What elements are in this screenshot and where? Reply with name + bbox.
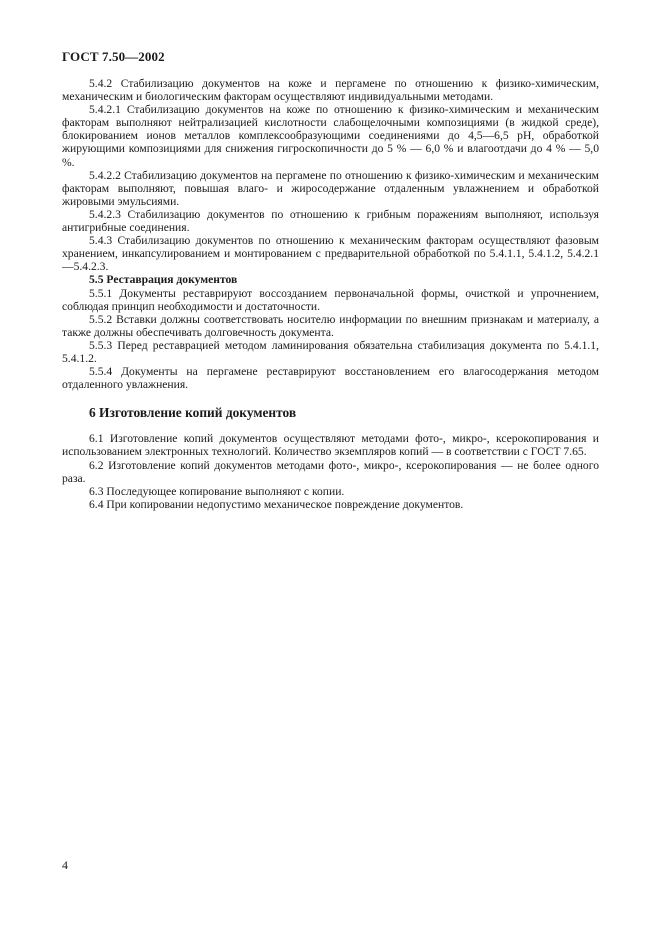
- paragraph: 5.5.4 Документы на пергамене реставрируют восстановлением его влагосодержания методом отдаленного увлажнения.: [62, 365, 599, 392]
- paragraph: 6.4 При копировании недопустимо механическое повреждение документов.: [89, 497, 464, 511]
- paragraph: 5.5.1 Документы реставрируют воссозданием первоначальной формы, очисткой и упрочнением, соблюдая принцип необходимости и достаточности.: [62, 286, 599, 313]
- paragraph: 5.4.2.1 Стабилизацию документов на коже по отношению к физико-химическим и механическим факторам выполняют нейтрализацией кислотности слабощелочными композициями (в жидкой среде), блокированием ионов металлов комплексообразующими соединениями до 4,5—6,5 pH, обработкой жирующими композициями для снижения гигроскопичности до 5 % — 6,0 % и влагоотдачи до 4 % — 5,0 %.: [62, 103, 599, 169]
- section-heading: 6 Изготовление копий документов: [89, 405, 297, 421]
- document-body: [62, 77, 599, 511]
- paragraph: 6.1 Изготовление копий документов осуществляют методами фото-, микро-, ксерокопирования и использованием электронных технологий. Количество экземпляров копий — в соответствии с ГОСТ 7.65.: [62, 432, 599, 459]
- page-number: 4: [62, 858, 68, 872]
- paragraph: 5.4.2.3 Стабилизацию документов по отношению к грибным поражениям выполняют, используя антигрибные соединения.: [62, 207, 599, 235]
- paragraph: 5.5.3 Перед реставрацией методом ламинирования обязательна стабилизация документа по 5.4.1.1, 5.4.1.2.: [62, 338, 599, 365]
- paragraph: 6.3 Последующее копирование выполняют с копии.: [89, 484, 345, 498]
- document-header: ГОСТ 7.50—2002: [62, 49, 165, 64]
- subsection-heading: 5.5 Реставрация документов: [89, 273, 238, 287]
- paragraph: 5.5.2 Вставки должны соответствовать носителю информации по внешним признакам и материалу, а также должны обеспечивать долговечность документа.: [62, 312, 599, 339]
- paragraph: 5.4.2 Стабилизацию документов на коже и пергамене по отношению к физико-химическим, механическим и биологическим факторам осуществляют индивидуальными методами.: [62, 77, 599, 104]
- paragraph: 6.2 Изготовление копий документов методами фото-, микро-, ксерокопирования — не более одного раза.: [62, 458, 599, 485]
- paragraph: 5.4.2.2 Стабилизацию документов на пергамене по отношению к физико-химическим и механическим факторам выполняют, повышая влаго- и жиросодержание отдаленным увлажнением и обработкой жировыми эмульсиями.: [62, 168, 599, 208]
- paragraph: 5.4.3 Стабилизацию документов по отношению к механическим факторам осуществляют фазовым хранением, инкапсулированием и монтированием с предварительной обработкой по 5.4.1.1, 5.4.1.2, 5.4.2.1—5.4.2.3.: [62, 234, 599, 274]
